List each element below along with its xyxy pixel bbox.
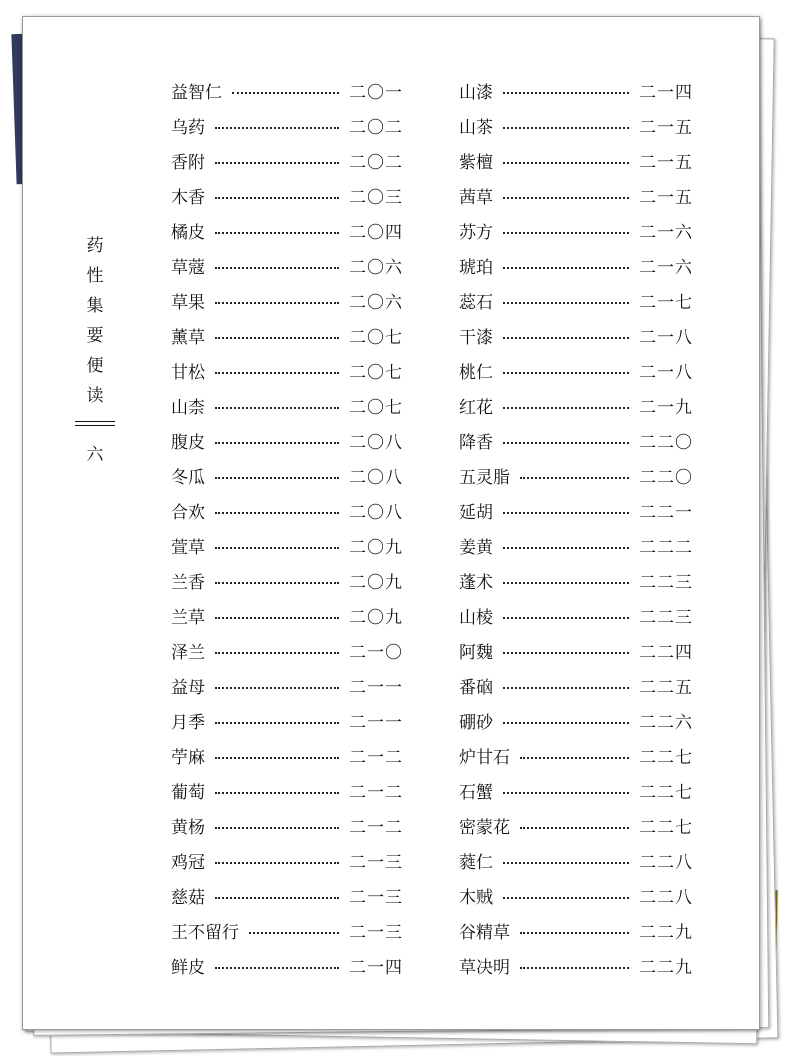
toc-entry-title: 益智仁 bbox=[171, 83, 222, 103]
toc-entry bbox=[171, 563, 403, 598]
toc-entry-title: 腹皮 bbox=[171, 433, 205, 453]
toc-entry-title: 红花 bbox=[459, 398, 493, 418]
toc-entry-page-number: 二二〇 bbox=[639, 468, 693, 488]
dot-leader bbox=[503, 197, 629, 199]
dot-leader bbox=[215, 897, 339, 899]
toc-entry-title: 草蔻 bbox=[171, 258, 205, 278]
toc-entry-title: 鲜皮 bbox=[171, 958, 205, 978]
toc-entry bbox=[171, 283, 403, 318]
toc-entry-title: 橘皮 bbox=[171, 223, 205, 243]
toc-entry-page-number: 二一三 bbox=[349, 888, 403, 908]
dot-leader bbox=[503, 547, 629, 549]
toc-entry-title: 乌药 bbox=[171, 118, 205, 138]
toc-entry-title: 苧麻 bbox=[171, 748, 205, 768]
toc-entry bbox=[459, 703, 693, 738]
toc-entry-title: 蓬术 bbox=[459, 573, 493, 593]
toc-entry-title: 兰草 bbox=[171, 608, 205, 628]
toc-entry-page-number: 二二四 bbox=[639, 643, 693, 663]
toc-entry-title: 炉甘石 bbox=[459, 748, 510, 768]
toc-entry bbox=[171, 108, 403, 143]
toc-entry-page-number: 二一四 bbox=[639, 83, 693, 103]
dot-leader bbox=[520, 932, 629, 934]
toc-entry-title: 草决明 bbox=[459, 958, 510, 978]
toc-entry bbox=[171, 178, 403, 213]
toc-entry-title: 石蟹 bbox=[459, 783, 493, 803]
toc-entry-page-number: 二一九 bbox=[639, 398, 693, 418]
toc-entry-page-number: 二一六 bbox=[639, 258, 693, 278]
toc-entry-page-number: 二〇九 bbox=[349, 608, 403, 628]
toc-entry-title: 山柰 bbox=[171, 398, 205, 418]
toc-entry-page-number: 二〇八 bbox=[349, 503, 403, 523]
dot-leader bbox=[503, 792, 629, 794]
dot-leader bbox=[503, 897, 629, 899]
dot-leader bbox=[503, 162, 629, 164]
toc-entry-page-number: 二一二 bbox=[349, 818, 403, 838]
toc-entry bbox=[171, 738, 403, 773]
toc-entry-page-number: 二一〇 bbox=[349, 643, 403, 663]
toc-entry-title: 番硇 bbox=[459, 678, 493, 698]
toc-entry bbox=[459, 948, 693, 983]
toc-entry-page-number: 二一一 bbox=[349, 678, 403, 698]
toc-entry-page-number: 二二七 bbox=[639, 818, 693, 838]
toc-entry-page-number: 二一五 bbox=[639, 118, 693, 138]
dot-leader bbox=[215, 232, 339, 234]
toc-entry-page-number: 二二八 bbox=[639, 888, 693, 908]
toc-entry bbox=[459, 458, 693, 493]
book-title-char: 读 bbox=[86, 386, 104, 406]
toc-entry bbox=[459, 178, 693, 213]
dot-leader bbox=[503, 862, 629, 864]
toc-entry-title: 益母 bbox=[171, 678, 205, 698]
toc-entry-title: 黄杨 bbox=[171, 818, 205, 838]
dot-leader bbox=[503, 617, 629, 619]
toc-entry-page-number: 二二三 bbox=[639, 573, 693, 593]
toc-entry-title: 山漆 bbox=[459, 83, 493, 103]
toc-entry bbox=[459, 248, 693, 283]
book-title-char: 要 bbox=[86, 326, 104, 346]
toc-entry-title: 桃仁 bbox=[459, 363, 493, 383]
dot-leader bbox=[503, 232, 629, 234]
toc-entry-title: 葡萄 bbox=[171, 783, 205, 803]
toc-entry-page-number: 二〇九 bbox=[349, 573, 403, 593]
toc-entry-title: 苏方 bbox=[459, 223, 493, 243]
toc-entry-title: 密蒙花 bbox=[459, 818, 510, 838]
toc-entry-title: 山棱 bbox=[459, 608, 493, 628]
toc-entry-page-number: 二〇六 bbox=[349, 258, 403, 278]
dot-leader bbox=[215, 197, 339, 199]
toc-entry-title: 降香 bbox=[459, 433, 493, 453]
toc-entry bbox=[459, 283, 693, 318]
toc-entry bbox=[459, 808, 693, 843]
toc-entry-page-number: 二二〇 bbox=[639, 433, 693, 453]
toc-entry bbox=[459, 318, 693, 353]
dot-leader bbox=[215, 687, 339, 689]
toc-entry-title: 木香 bbox=[171, 188, 205, 208]
book-title-char: 药 bbox=[86, 236, 104, 256]
toc-entry-page-number: 二〇八 bbox=[349, 468, 403, 488]
toc-entry-page-number: 二一八 bbox=[639, 363, 693, 383]
dot-leader bbox=[215, 302, 339, 304]
toc-entry bbox=[171, 213, 403, 248]
toc-entry-title: 干漆 bbox=[459, 328, 493, 348]
dot-leader bbox=[215, 442, 339, 444]
toc-entry-title: 草果 bbox=[171, 293, 205, 313]
toc-entry-page-number: 二二八 bbox=[639, 853, 693, 873]
toc-entry-title: 王不留行 bbox=[171, 923, 239, 943]
dot-leader bbox=[215, 372, 339, 374]
toc-entry-page-number: 二〇四 bbox=[349, 223, 403, 243]
toc-entry-title: 蕤仁 bbox=[459, 853, 493, 873]
book-title-vertical bbox=[87, 231, 104, 411]
toc-entry-page-number: 二一五 bbox=[639, 153, 693, 173]
page-number: 六 bbox=[86, 445, 104, 465]
dot-leader bbox=[215, 407, 339, 409]
toc-entry-title: 慈菇 bbox=[171, 888, 205, 908]
dot-leader bbox=[520, 827, 629, 829]
toc-entry-page-number: 二二九 bbox=[639, 923, 693, 943]
toc-entry-page-number: 二〇七 bbox=[349, 398, 403, 418]
toc-entry bbox=[459, 738, 693, 773]
dot-leader bbox=[503, 442, 629, 444]
page-margin-header bbox=[77, 231, 113, 465]
toc-entry-title: 紫檀 bbox=[459, 153, 493, 173]
toc-entry bbox=[171, 458, 403, 493]
toc-entry-title: 茜草 bbox=[459, 188, 493, 208]
dot-leader bbox=[215, 547, 339, 549]
toc-entry-title: 香附 bbox=[171, 153, 205, 173]
toc-entry-title: 月季 bbox=[171, 713, 205, 733]
toc-entry-page-number: 二二五 bbox=[639, 678, 693, 698]
toc-entry-title: 冬瓜 bbox=[171, 468, 205, 488]
toc-entry-page-number: 二二七 bbox=[639, 748, 693, 768]
dot-leader bbox=[215, 582, 339, 584]
book-title-char: 性 bbox=[86, 266, 104, 286]
dot-leader bbox=[503, 337, 629, 339]
toc-entry-title: 甘松 bbox=[171, 363, 205, 383]
dot-leader bbox=[503, 582, 629, 584]
toc-entry bbox=[171, 423, 403, 458]
document-page bbox=[22, 16, 760, 1030]
toc-entry bbox=[171, 598, 403, 633]
toc-entry-title: 萱草 bbox=[171, 538, 205, 558]
book-title-char: 便 bbox=[86, 356, 104, 376]
toc-entry bbox=[459, 633, 693, 668]
toc-entry bbox=[171, 388, 403, 423]
toc-entry-page-number: 二一三 bbox=[349, 923, 403, 943]
toc-entry-page-number: 二二七 bbox=[639, 783, 693, 803]
dot-leader bbox=[503, 687, 629, 689]
dot-leader bbox=[215, 967, 339, 969]
toc-entry-title: 泽兰 bbox=[171, 643, 205, 663]
toc-entry-page-number: 二二六 bbox=[639, 713, 693, 733]
toc-entry-page-number: 二一二 bbox=[349, 748, 403, 768]
toc-entry-title: 延胡 bbox=[459, 503, 493, 523]
toc-entry bbox=[459, 528, 693, 563]
toc-column-left bbox=[171, 73, 403, 983]
toc-entry-title: 阿魏 bbox=[459, 643, 493, 663]
toc-entry bbox=[459, 108, 693, 143]
dot-leader bbox=[215, 477, 339, 479]
toc-entry bbox=[171, 73, 403, 108]
toc-entry-page-number: 二一八 bbox=[639, 328, 693, 348]
toc-entry bbox=[171, 703, 403, 738]
toc-entry-title: 姜黄 bbox=[459, 538, 493, 558]
toc-entry-title: 合欢 bbox=[171, 503, 205, 523]
toc-entry bbox=[171, 528, 403, 563]
toc-entry bbox=[459, 493, 693, 528]
toc-entry-page-number: 二〇七 bbox=[349, 363, 403, 383]
toc-entry bbox=[171, 843, 403, 878]
dot-leader bbox=[503, 302, 629, 304]
toc-entry-page-number: 二一五 bbox=[639, 188, 693, 208]
toc-entry bbox=[171, 948, 403, 983]
toc-entry bbox=[171, 668, 403, 703]
toc-entry bbox=[171, 633, 403, 668]
toc-entry-title: 鸡冠 bbox=[171, 853, 205, 873]
toc-entry bbox=[459, 388, 693, 423]
toc-entry-page-number: 二二三 bbox=[639, 608, 693, 628]
dot-leader bbox=[215, 267, 339, 269]
toc-entry-page-number: 二〇三 bbox=[349, 188, 403, 208]
toc-entry-title: 琥珀 bbox=[459, 258, 493, 278]
dot-leader bbox=[503, 267, 629, 269]
dot-leader bbox=[215, 862, 339, 864]
dot-leader bbox=[215, 512, 339, 514]
toc-entry bbox=[171, 913, 403, 948]
toc-entry-page-number: 二一二 bbox=[349, 783, 403, 803]
toc-entry bbox=[459, 878, 693, 913]
toc-entry bbox=[459, 563, 693, 598]
toc-entry-page-number: 二〇九 bbox=[349, 538, 403, 558]
toc-entry bbox=[171, 493, 403, 528]
dot-leader bbox=[503, 722, 629, 724]
dot-leader bbox=[215, 792, 339, 794]
dot-leader bbox=[249, 932, 339, 934]
double-rule-divider bbox=[75, 421, 115, 426]
dot-leader bbox=[215, 757, 339, 759]
toc-entry bbox=[459, 668, 693, 703]
dot-leader bbox=[215, 652, 339, 654]
toc-entry bbox=[171, 878, 403, 913]
toc-entry bbox=[171, 773, 403, 808]
toc-entry bbox=[171, 808, 403, 843]
toc-entry-page-number: 二〇八 bbox=[349, 433, 403, 453]
toc-entry-title: 山茶 bbox=[459, 118, 493, 138]
dot-leader bbox=[232, 92, 339, 94]
toc-entry-page-number: 二〇一 bbox=[349, 83, 403, 103]
dot-leader bbox=[503, 127, 629, 129]
toc-entry-title: 薰草 bbox=[171, 328, 205, 348]
dot-leader bbox=[503, 652, 629, 654]
toc-entry-title: 兰香 bbox=[171, 573, 205, 593]
toc-entry-title: 木贼 bbox=[459, 888, 493, 908]
toc-entry-title: 五灵脂 bbox=[459, 468, 510, 488]
dot-leader bbox=[215, 337, 339, 339]
toc-entry bbox=[459, 213, 693, 248]
toc-entry-title: 谷精草 bbox=[459, 923, 510, 943]
dot-leader bbox=[520, 757, 629, 759]
toc-entry bbox=[171, 318, 403, 353]
toc-entry bbox=[459, 423, 693, 458]
book-title-char: 集 bbox=[86, 296, 104, 316]
toc-entry-page-number: 二一七 bbox=[639, 293, 693, 313]
toc-entry bbox=[171, 353, 403, 388]
dot-leader bbox=[503, 512, 629, 514]
dot-leader bbox=[520, 967, 629, 969]
toc-entry-page-number: 二一三 bbox=[349, 853, 403, 873]
toc-entry bbox=[459, 598, 693, 633]
toc-column-right bbox=[459, 73, 693, 983]
dot-leader bbox=[503, 372, 629, 374]
toc-entry-page-number: 二一一 bbox=[349, 713, 403, 733]
toc-entry bbox=[459, 353, 693, 388]
toc-entry bbox=[459, 913, 693, 948]
dot-leader bbox=[215, 617, 339, 619]
toc-entry-title: 蕊石 bbox=[459, 293, 493, 313]
toc-entry-page-number: 二〇六 bbox=[349, 293, 403, 313]
toc-entry-page-number: 二〇二 bbox=[349, 153, 403, 173]
dot-leader bbox=[503, 407, 629, 409]
dot-leader bbox=[215, 827, 339, 829]
toc-entry bbox=[459, 73, 693, 108]
toc-entry-page-number: 二一四 bbox=[349, 958, 403, 978]
dot-leader bbox=[215, 722, 339, 724]
dot-leader bbox=[215, 127, 339, 129]
toc-entry bbox=[171, 143, 403, 178]
toc-entry-page-number: 二一六 bbox=[639, 223, 693, 243]
toc-entry-page-number: 二〇二 bbox=[349, 118, 403, 138]
toc-entry bbox=[459, 773, 693, 808]
toc-entry-page-number: 二〇七 bbox=[349, 328, 403, 348]
toc-entry-page-number: 二二二 bbox=[639, 538, 693, 558]
dot-leader bbox=[503, 92, 629, 94]
toc-entry bbox=[459, 143, 693, 178]
toc-entry-page-number: 二二一 bbox=[639, 503, 693, 523]
toc-entry bbox=[171, 248, 403, 283]
toc-entry-title: 硼砂 bbox=[459, 713, 493, 733]
dot-leader bbox=[215, 162, 339, 164]
toc-entry bbox=[459, 843, 693, 878]
toc-entry-page-number: 二二九 bbox=[639, 958, 693, 978]
dot-leader bbox=[520, 477, 629, 479]
